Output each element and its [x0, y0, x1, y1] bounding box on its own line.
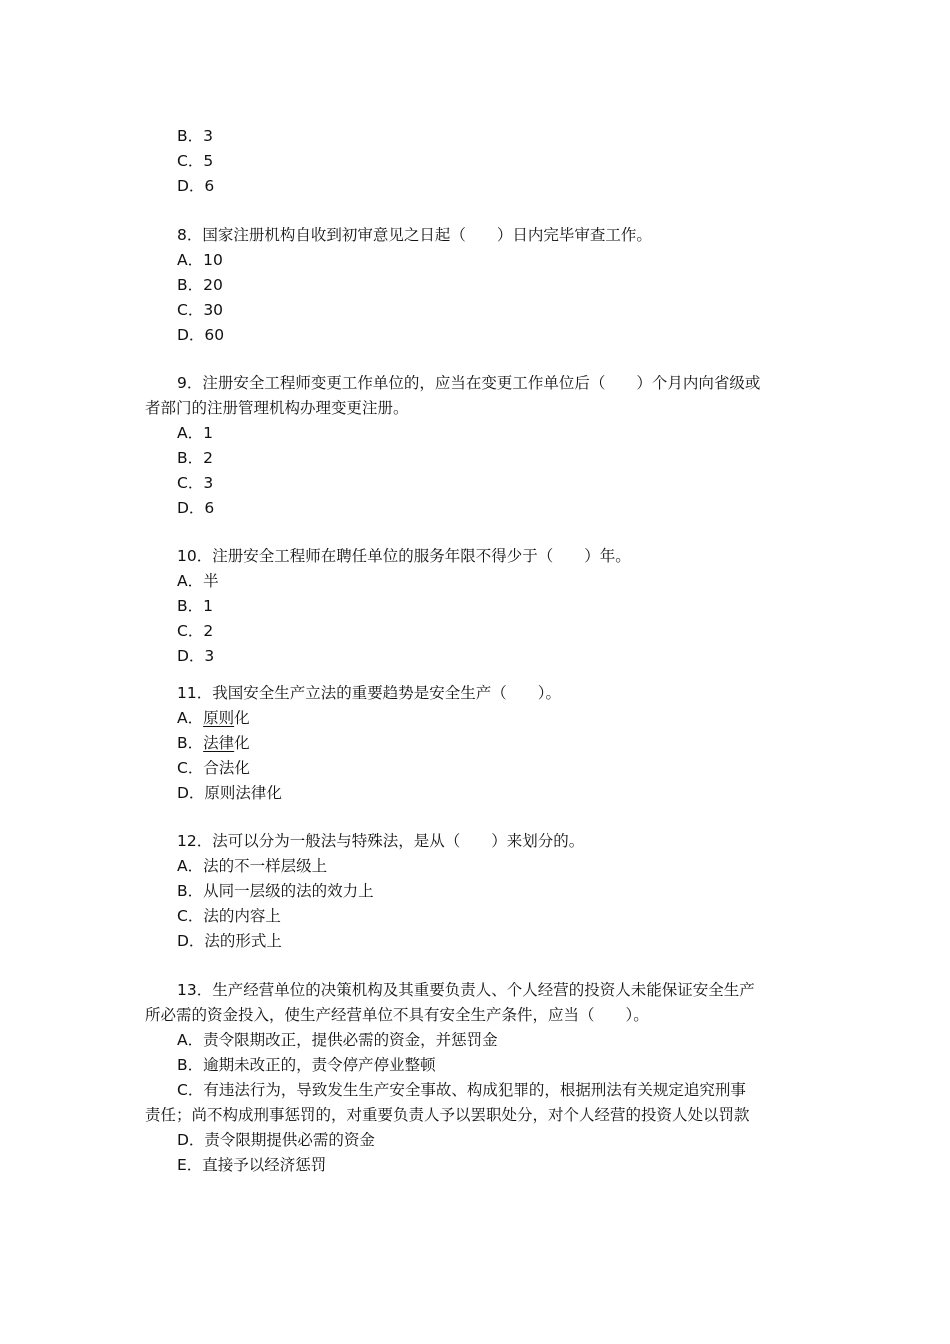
q13-option-b: B．逾期未改正的，责令停产停业整顿 [177, 1056, 436, 1074]
q10-option-c: C．2 [177, 622, 214, 640]
q8-option-d: D．60 [177, 326, 225, 344]
q11-option-b-underlined: 法律 [203, 734, 235, 752]
q7-option-c: C．5 [177, 152, 214, 170]
q9-option-d: D．6 [177, 499, 215, 517]
q11-option-a-underlined: 原则 [203, 709, 235, 727]
q8-question: 8．国家注册机构自收到初审意见之日起（ ）日内完毕审查工作。 [177, 226, 652, 244]
q12-option-b: B．从同一层级的法的效力上 [177, 882, 374, 900]
q13-option-e: E．直接予以经济惩罚 [177, 1156, 327, 1174]
q11-option-b [177, 732, 250, 754]
q11-option-a-prefix: A． [177, 709, 204, 727]
q10-question: 10．注册安全工程师在聘任单位的服务年限不得少于（ ）年。 [177, 547, 631, 565]
q11-option-b-suffix: 化 [234, 734, 250, 752]
q12-question: 12．法可以分为一般法与特殊法，是从（ ）来划分的。 [177, 832, 585, 850]
q8-option-b: B．20 [177, 276, 223, 294]
q10-option-b: B．1 [177, 597, 213, 615]
q13-option-c-continuation: 责任；尚不构成刑事惩罚的，对重要负责人予以罢职处分，对个人经营的投资人处以罚款 [145, 1106, 750, 1124]
q13-question-line1: 13．生产经营单位的决策机构及其重要负责人、个人经营的投资人未能保证安全生产 [177, 981, 755, 999]
q9-option-b: B．2 [177, 449, 213, 467]
q11-option-c: C．合法化 [177, 759, 250, 777]
q12-option-d: D．法的形式上 [177, 932, 282, 950]
q11-option-a-suffix: 化 [234, 709, 250, 727]
q11-option-a [177, 707, 250, 729]
q9-question-line1: 9．注册安全工程师变更工作单位的，应当在变更工作单位后（ ）个月内向省级或 [177, 374, 761, 392]
q12-option-a: A．法的不一样层级上 [177, 857, 328, 875]
q13-option-d: D．责令限期提供必需的资金 [177, 1131, 375, 1149]
q11-option-b-prefix: B． [177, 734, 204, 752]
q8-option-a: A．10 [177, 251, 223, 269]
q10-option-a: A．半 [177, 572, 219, 590]
q7-option-b: B．3 [177, 127, 213, 145]
q9-option-c: C．3 [177, 474, 214, 492]
q11-option-d: D．原则法律化 [177, 784, 282, 802]
q13-question-line2: 所必需的资金投入，使生产经营单位不具有安全生产条件，应当（ ）。 [145, 1006, 649, 1024]
q10-option-d: D．3 [177, 647, 215, 665]
q13-option-a: A．责令限期改正，提供必需的资金，并惩罚金 [177, 1031, 498, 1049]
q9-option-a: A．1 [177, 424, 213, 442]
q12-option-c: C．法的内容上 [177, 907, 281, 925]
q13-option-c: C．有违法行为，导致发生生产安全事故、构成犯罪的，根据刑法有关规定追究刑事 [177, 1081, 746, 1099]
q9-question-line2: 者部门的注册管理机构办理变更注册。 [145, 399, 409, 417]
q8-option-c: C．30 [177, 301, 224, 319]
q11-question: 11．我国安全生产立法的重要趋势是安全生产（ ）。 [177, 684, 561, 702]
q7-option-d: D．6 [177, 177, 215, 195]
